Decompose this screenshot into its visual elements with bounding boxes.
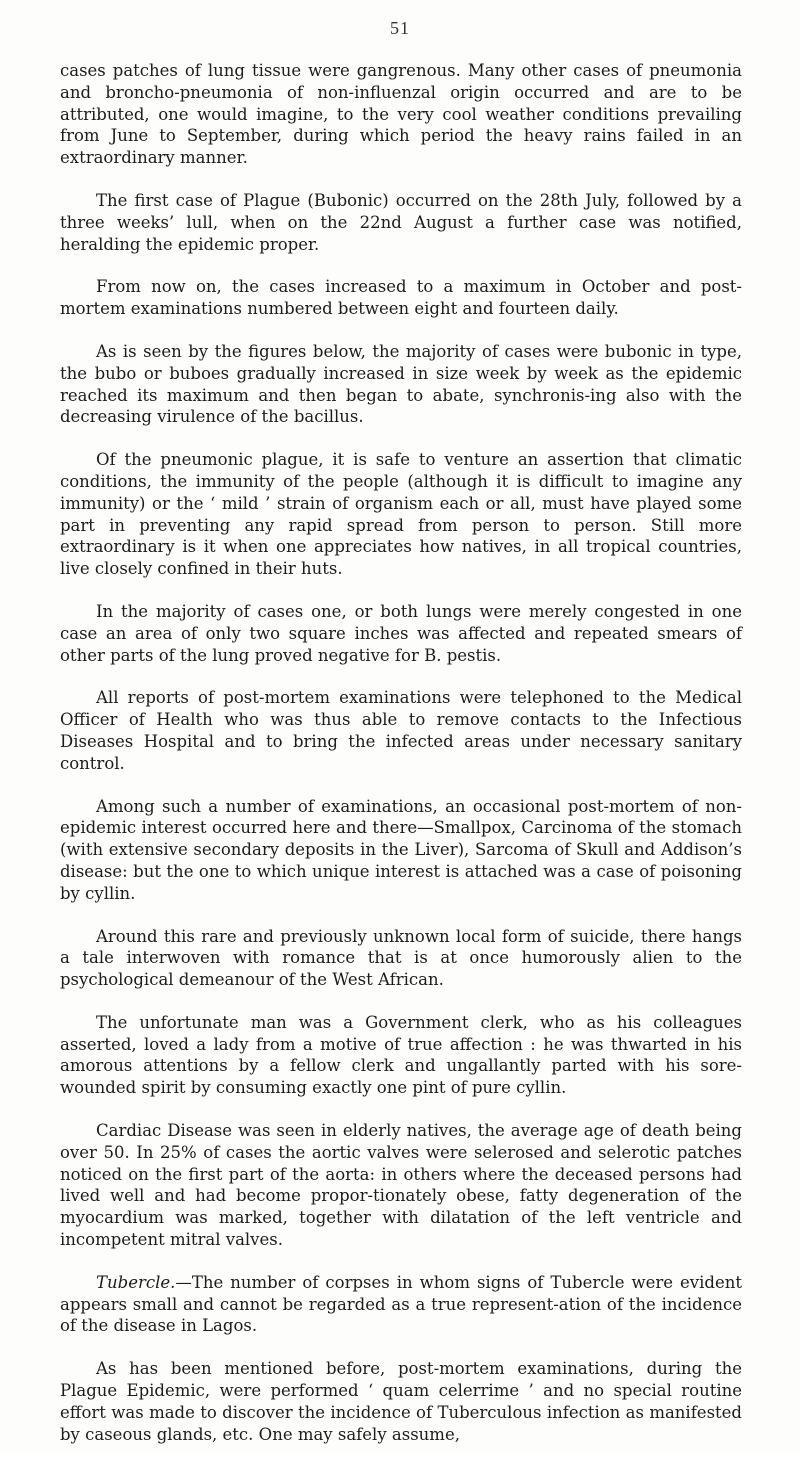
paragraph-6: In the majority of cases one, or both lungs were merely congested in one case an area of only two square inches was affected and repeated smears of other parts of the lung proved negative for B. pestis. (60, 601, 742, 665)
paragraph-12 (60, 1272, 742, 1337)
body-text (60, 60, 742, 1466)
paragraph-1: cases patches of lung tissue were gangrenous. Many other cases of pneumonia and broncho-pneumonia of non-influenzal origin occurred and are to be attributed, one would imagine, to the very cool weather conditions prevailing from June to September, during which period the heavy rains failed in an extraordinary manner. (60, 61, 742, 168)
paragraph-5: Of the pneumonic plague, it is safe to venture an assertion that climatic conditions, the immunity of the people (although it is difficult to imagine any immunity) or the ‘ mild ’ strain of organism each or all, must have played some part in preventing any rapid spread from person to person. Still more extraordinary is it when one appreciates how natives, in all tropical countries, live closely confined in their huts. (60, 450, 742, 579)
paragraph-10: The unfortunate man was a Government clerk, who as his colleagues asserted, loved a lady from a motive of true affection : he was thwarted in his amorous attentions by a fellow clerk and ungallantly parted with his sore-wounded spirit by consuming exactly one pint of pure cyllin. (60, 1012, 742, 1098)
tubercle-heading: Tubercle. (96, 1272, 176, 1292)
paragraph-13: As has been mentioned before, post-mortem examinations, during the Plague Epidemic, were performed ‘ quam celerrime ’ and no special routine effort was made to discover the incidence of Tuberculous infection as manifested by caseous glands, etc. One may safely assume, (60, 1359, 742, 1444)
tubercle-text: —The number of corpses in whom signs of Tubercle were evident appears small and cannot be regarded as a true represent-ation of the incidence of the disease in Lagos. (60, 1272, 742, 1336)
paragraph-8: Among such a number of examinations, an occasional post-mortem of non-epidemic interest occurred here and there—Smallpox, Carcinoma of the stomach (with extensive secondary deposits in the Liver), Sarcoma of Skull and Addison’s disease: but the one to which unique interest is attached was a case of poisoning by cyllin. (60, 796, 742, 903)
paragraph-11: Cardiac Disease was seen in elderly natives, the average age of death being over 50. In 25% of cases the aortic valves were selerosed and selerotic patches noticed on the first part of the aorta: in others where the deceased persons had lived well and had become propor-tionately obese, fatty degeneration of the myocardium was marked, together with dilatation of the left ventricle and incompetent mitral valves. (60, 1121, 742, 1250)
paragraph-2: The first case of Plague (Bubonic) occurred on the 28th July, followed by a three weeks’ lull, when on the 22nd August a further case was notified, heralding the epidemic proper. (60, 190, 742, 254)
paragraph-4: As is seen by the figures below, the majority of cases were bubonic in type, the bubo or buboes gradually increased in size week by week as the epidemic reached its maximum and then began to abate, synchronis-ing also with the decreasing virulence of the bacillus. (60, 341, 742, 427)
paragraph-3: From now on, the cases increased to a maximum in October and post-mortem examinations numbered between eight and fourteen daily. (60, 277, 742, 319)
paragraph-9: Around this rare and previously unknown local form of suicide, there hangs a tale interwoven with romance that is at once humorously alien to the psychological demeanour of the West African. (60, 926, 742, 990)
paragraph-7: All reports of post-mortem examinations were telephoned to the Medical Officer of Health who was thus able to remove contacts to the Infectious Diseases Hospital and to bring the infected areas under necessary sanitary control. (60, 688, 742, 773)
page-number: 51 (390, 18, 410, 38)
